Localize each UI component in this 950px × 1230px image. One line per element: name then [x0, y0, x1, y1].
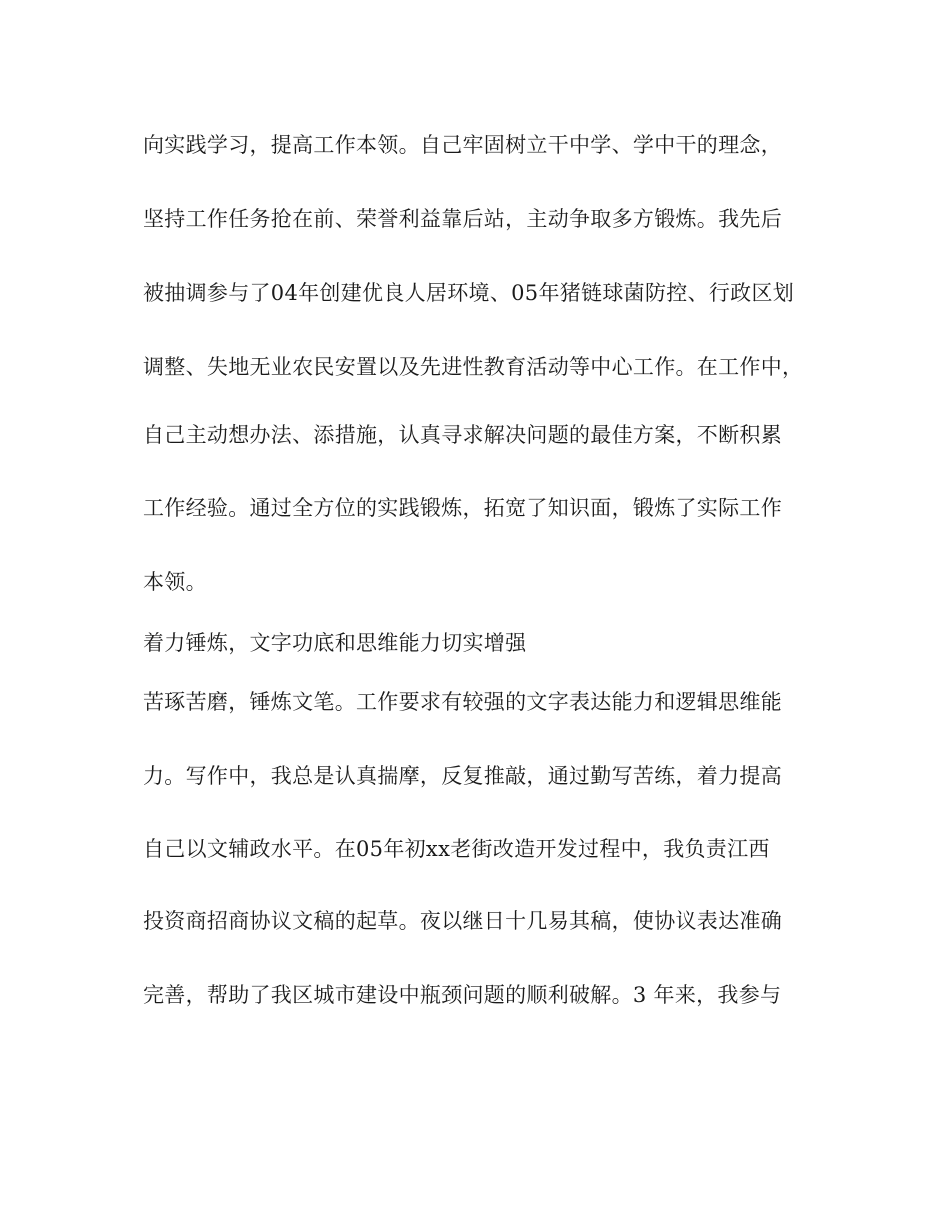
- paragraph-2-line-4: 投资商招商协议文稿的起草。夜以继日十几易其稿，使协议表达准确: [143, 909, 782, 933]
- paragraph-1-line-1: 向实践学习，提高工作本领。自己牢固树立干中学、学中干的理念，: [143, 133, 782, 157]
- paragraph-1-line-5: 自己主动想办法、添措施，认真寻求解决问题的最佳方案，不断积累: [143, 423, 782, 447]
- paragraph-1-line-6: 工作经验。通过全方位的实践锻炼，拓宽了知识面，锻炼了实际工作: [143, 496, 782, 520]
- paragraph-2-line-1: 苦琢苦磨，锤炼文笔。工作要求有较强的文字表达能力和逻辑思维能: [143, 690, 782, 714]
- paragraph-2-line-3: 自己以文辅政水平。在05年初xx老街改造开发过程中，我负责江西: [143, 837, 770, 861]
- paragraph-1-line-2: 坚持工作任务抢在前、荣誉利益靠后站，主动争取多方锻炼。我先后: [143, 207, 782, 231]
- paragraph-1-line-4: 调整、失地无业农民安置以及先进性教育活动等中心工作。在工作中，: [143, 355, 804, 379]
- paragraph-2-line-5: 完善，帮助了我区城市建设中瓶颈问题的顺利破解。3 年来，我参与: [143, 983, 782, 1007]
- section-heading: 着力锤炼，文字功底和思维能力切实增强: [143, 631, 527, 655]
- paragraph-1-line-3: 被抽调参与了04年创建优良人居环境、05年猪链球菌防控、行政区划: [143, 281, 795, 305]
- paragraph-1-line-7: 本领。: [143, 570, 207, 594]
- paragraph-2-line-2: 力。写作中，我总是认真揣摩，反复推敲，通过勤写苦练，着力提高: [143, 764, 782, 788]
